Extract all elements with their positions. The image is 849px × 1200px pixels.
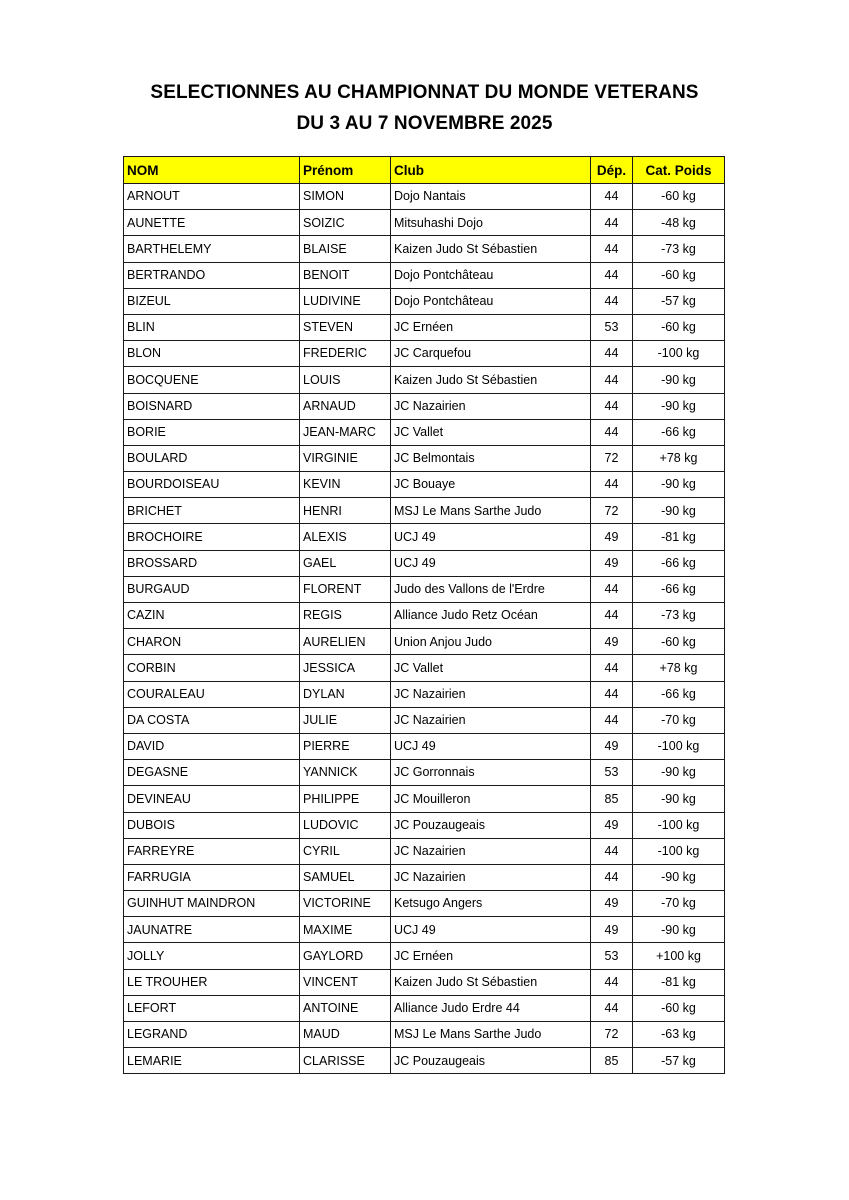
cell-nom: ARNOUT — [124, 184, 300, 210]
cell-nom: BLON — [124, 341, 300, 367]
table-row — [124, 812, 725, 838]
cell-club: JC Nazairien — [391, 681, 591, 707]
cell-departement: 49 — [591, 891, 633, 917]
cell-categorie-poids: +78 kg — [633, 655, 725, 681]
cell-club: JC Nazairien — [391, 393, 591, 419]
cell-departement: 44 — [591, 576, 633, 602]
cell-departement: 85 — [591, 786, 633, 812]
cell-prenom: KEVIN — [300, 472, 391, 498]
cell-departement: 44 — [591, 262, 633, 288]
cell-club: Alliance Judo Retz Océan — [391, 603, 591, 629]
cell-club: JC Nazairien — [391, 707, 591, 733]
cell-club: Union Anjou Judo — [391, 629, 591, 655]
cell-categorie-poids: -70 kg — [633, 707, 725, 733]
document-subtitle-dates: DU 3 AU 7 NOVEMBRE 2025 — [296, 113, 553, 134]
cell-club: MSJ Le Mans Sarthe Judo — [391, 498, 591, 524]
table-row — [124, 864, 725, 890]
cell-nom: FARREYRE — [124, 838, 300, 864]
cell-categorie-poids: -63 kg — [633, 1022, 725, 1048]
table-row — [124, 760, 725, 786]
cell-club: JC Ernéen — [391, 314, 591, 340]
table-row — [124, 733, 725, 759]
cell-prenom: CYRIL — [300, 838, 391, 864]
cell-nom: CHARON — [124, 629, 300, 655]
cell-prenom: FREDERIC — [300, 341, 391, 367]
cell-categorie-poids: -90 kg — [633, 472, 725, 498]
cell-club: Kaizen Judo St Sébastien — [391, 236, 591, 262]
cell-departement: 49 — [591, 917, 633, 943]
table-row — [124, 262, 725, 288]
cell-departement: 44 — [591, 288, 633, 314]
table-row — [124, 288, 725, 314]
cell-club: JC Pouzaugeais — [391, 1048, 591, 1074]
cell-prenom: SAMUEL — [300, 864, 391, 890]
cell-categorie-poids: -66 kg — [633, 550, 725, 576]
cell-prenom: YANNICK — [300, 760, 391, 786]
header-nom: NOM — [124, 157, 300, 184]
cell-categorie-poids: -73 kg — [633, 236, 725, 262]
cell-prenom: BENOIT — [300, 262, 391, 288]
cell-departement: 44 — [591, 681, 633, 707]
cell-departement: 44 — [591, 367, 633, 393]
table-row — [124, 341, 725, 367]
cell-nom: BOURDOISEAU — [124, 472, 300, 498]
table-row — [124, 655, 725, 681]
cell-categorie-poids: -81 kg — [633, 524, 725, 550]
cell-club: Dojo Pontchâteau — [391, 262, 591, 288]
cell-club: Ketsugo Angers — [391, 891, 591, 917]
cell-categorie-poids: -90 kg — [633, 786, 725, 812]
table-row — [124, 917, 725, 943]
cell-nom: CORBIN — [124, 655, 300, 681]
table-row — [124, 236, 725, 262]
header-club: Club — [391, 157, 591, 184]
cell-prenom: LUDOVIC — [300, 812, 391, 838]
cell-prenom: BLAISE — [300, 236, 391, 262]
cell-departement: 72 — [591, 1022, 633, 1048]
cell-club: JC Nazairien — [391, 864, 591, 890]
cell-categorie-poids: -90 kg — [633, 760, 725, 786]
cell-club: Dojo Nantais — [391, 184, 591, 210]
cell-nom: DUBOIS — [124, 812, 300, 838]
table-row — [124, 707, 725, 733]
cell-categorie-poids: -73 kg — [633, 603, 725, 629]
table-row — [124, 969, 725, 995]
cell-departement: 44 — [591, 341, 633, 367]
cell-club: MSJ Le Mans Sarthe Judo — [391, 1022, 591, 1048]
cell-departement: 44 — [591, 864, 633, 890]
cell-categorie-poids: -90 kg — [633, 393, 725, 419]
cell-departement: 44 — [591, 393, 633, 419]
cell-nom: AUNETTE — [124, 210, 300, 236]
cell-departement: 44 — [591, 210, 633, 236]
cell-nom: JOLLY — [124, 943, 300, 969]
cell-categorie-poids: -60 kg — [633, 995, 725, 1021]
cell-departement: 44 — [591, 995, 633, 1021]
cell-categorie-poids: -57 kg — [633, 1048, 725, 1074]
cell-prenom: STEVEN — [300, 314, 391, 340]
cell-departement: 53 — [591, 314, 633, 340]
cell-departement: 85 — [591, 1048, 633, 1074]
cell-categorie-poids: -100 kg — [633, 341, 725, 367]
cell-prenom: PIERRE — [300, 733, 391, 759]
cell-departement: 44 — [591, 603, 633, 629]
cell-categorie-poids: -60 kg — [633, 184, 725, 210]
cell-categorie-poids: -100 kg — [633, 812, 725, 838]
cell-prenom: SOIZIC — [300, 210, 391, 236]
cell-prenom: ANTOINE — [300, 995, 391, 1021]
cell-prenom: MAXIME — [300, 917, 391, 943]
table-row — [124, 1022, 725, 1048]
cell-departement: 49 — [591, 733, 633, 759]
cell-club: JC Pouzaugeais — [391, 812, 591, 838]
cell-club: Kaizen Judo St Sébastien — [391, 969, 591, 995]
cell-categorie-poids: -60 kg — [633, 629, 725, 655]
table-row — [124, 498, 725, 524]
cell-categorie-poids: -90 kg — [633, 864, 725, 890]
cell-nom: DAVID — [124, 733, 300, 759]
cell-club: Alliance Judo Erdre 44 — [391, 995, 591, 1021]
cell-nom: BROSSARD — [124, 550, 300, 576]
table-row — [124, 184, 725, 210]
cell-nom: LE TROUHER — [124, 969, 300, 995]
table-row — [124, 995, 725, 1021]
cell-club: JC Mouilleron — [391, 786, 591, 812]
table-row — [124, 681, 725, 707]
cell-club: JC Vallet — [391, 419, 591, 445]
cell-prenom: LOUIS — [300, 367, 391, 393]
cell-departement: 49 — [591, 812, 633, 838]
cell-departement: 72 — [591, 445, 633, 471]
cell-departement: 53 — [591, 943, 633, 969]
cell-prenom: MAUD — [300, 1022, 391, 1048]
table-row — [124, 314, 725, 340]
cell-nom: LEFORT — [124, 995, 300, 1021]
cell-departement: 44 — [591, 184, 633, 210]
table-row — [124, 524, 725, 550]
cell-nom: BOISNARD — [124, 393, 300, 419]
cell-club: JC Vallet — [391, 655, 591, 681]
cell-nom: COURALEAU — [124, 681, 300, 707]
cell-prenom: GAEL — [300, 550, 391, 576]
cell-nom: JAUNATRE — [124, 917, 300, 943]
cell-club: JC Gorronnais — [391, 760, 591, 786]
cell-nom: BROCHOIRE — [124, 524, 300, 550]
cell-categorie-poids: -70 kg — [633, 891, 725, 917]
cell-club: JC Carquefou — [391, 341, 591, 367]
cell-club: UCJ 49 — [391, 550, 591, 576]
cell-nom: BARTHELEMY — [124, 236, 300, 262]
cell-departement: 44 — [591, 838, 633, 864]
cell-prenom: ALEXIS — [300, 524, 391, 550]
cell-prenom: JEAN-MARC — [300, 419, 391, 445]
table-row — [124, 786, 725, 812]
cell-prenom: VIRGINIE — [300, 445, 391, 471]
cell-nom: BOULARD — [124, 445, 300, 471]
cell-departement: 44 — [591, 419, 633, 445]
cell-departement: 72 — [591, 498, 633, 524]
selection-table — [123, 156, 725, 1074]
cell-prenom: LUDIVINE — [300, 288, 391, 314]
cell-club: Mitsuhashi Dojo — [391, 210, 591, 236]
cell-departement: 49 — [591, 524, 633, 550]
cell-nom: BLIN — [124, 314, 300, 340]
table-row — [124, 393, 725, 419]
cell-departement: 49 — [591, 550, 633, 576]
cell-categorie-poids: -90 kg — [633, 498, 725, 524]
cell-prenom: GAYLORD — [300, 943, 391, 969]
cell-nom: GUINHUT MAINDRON — [124, 891, 300, 917]
cell-categorie-poids: -60 kg — [633, 314, 725, 340]
table-row — [124, 445, 725, 471]
cell-prenom: VICTORINE — [300, 891, 391, 917]
cell-departement: 44 — [591, 655, 633, 681]
cell-club: Dojo Pontchâteau — [391, 288, 591, 314]
cell-categorie-poids: -81 kg — [633, 969, 725, 995]
table-row — [124, 943, 725, 969]
table-row — [124, 472, 725, 498]
table-row — [124, 367, 725, 393]
cell-club: UCJ 49 — [391, 917, 591, 943]
cell-prenom: DYLAN — [300, 681, 391, 707]
cell-club: UCJ 49 — [391, 733, 591, 759]
cell-nom: BOCQUENE — [124, 367, 300, 393]
cell-nom: BIZEUL — [124, 288, 300, 314]
cell-nom: DA COSTA — [124, 707, 300, 733]
cell-categorie-poids: -90 kg — [633, 367, 725, 393]
table-header-row — [124, 157, 725, 184]
cell-departement: 44 — [591, 707, 633, 733]
table-row — [124, 838, 725, 864]
cell-categorie-poids: +100 kg — [633, 943, 725, 969]
cell-nom: DEVINEAU — [124, 786, 300, 812]
table-row — [124, 210, 725, 236]
table-row — [124, 576, 725, 602]
table-row — [124, 891, 725, 917]
cell-nom: BURGAUD — [124, 576, 300, 602]
cell-nom: LEMARIE — [124, 1048, 300, 1074]
cell-nom: DEGASNE — [124, 760, 300, 786]
cell-prenom: FLORENT — [300, 576, 391, 602]
cell-nom: FARRUGIA — [124, 864, 300, 890]
cell-departement: 44 — [591, 472, 633, 498]
header-prenom: Prénom — [300, 157, 391, 184]
cell-departement: 44 — [591, 236, 633, 262]
cell-club: Judo des Vallons de l'Erdre — [391, 576, 591, 602]
table-row — [124, 1048, 725, 1074]
cell-club: UCJ 49 — [391, 524, 591, 550]
cell-categorie-poids: -100 kg — [633, 733, 725, 759]
cell-prenom: ARNAUD — [300, 393, 391, 419]
cell-categorie-poids: -48 kg — [633, 210, 725, 236]
cell-categorie-poids: -100 kg — [633, 838, 725, 864]
cell-prenom: REGIS — [300, 603, 391, 629]
cell-prenom: JESSICA — [300, 655, 391, 681]
cell-club: JC Nazairien — [391, 838, 591, 864]
cell-prenom: PHILIPPE — [300, 786, 391, 812]
cell-categorie-poids: -57 kg — [633, 288, 725, 314]
cell-prenom: VINCENT — [300, 969, 391, 995]
document-title: SELECTIONNES AU CHAMPIONNAT DU MONDE VETERANS — [150, 82, 699, 103]
cell-club: Kaizen Judo St Sébastien — [391, 367, 591, 393]
cell-nom: BRICHET — [124, 498, 300, 524]
cell-categorie-poids: +78 kg — [633, 445, 725, 471]
cell-categorie-poids: -66 kg — [633, 681, 725, 707]
cell-nom: BERTRANDO — [124, 262, 300, 288]
cell-prenom: JULIE — [300, 707, 391, 733]
cell-club: JC Bouaye — [391, 472, 591, 498]
cell-departement: 49 — [591, 629, 633, 655]
cell-categorie-poids: -66 kg — [633, 419, 725, 445]
cell-categorie-poids: -66 kg — [633, 576, 725, 602]
header-categorie-poids: Cat. Poids — [633, 157, 725, 184]
cell-club: JC Ernéen — [391, 943, 591, 969]
cell-categorie-poids: -90 kg — [633, 917, 725, 943]
cell-nom: BORIE — [124, 419, 300, 445]
cell-categorie-poids: -60 kg — [633, 262, 725, 288]
cell-departement: 44 — [591, 969, 633, 995]
cell-nom: LEGRAND — [124, 1022, 300, 1048]
header-departement: Dép. — [591, 157, 633, 184]
cell-prenom: SIMON — [300, 184, 391, 210]
table-row — [124, 419, 725, 445]
cell-departement: 53 — [591, 760, 633, 786]
cell-prenom: AURELIEN — [300, 629, 391, 655]
table-row — [124, 629, 725, 655]
table-row — [124, 603, 725, 629]
cell-prenom: HENRI — [300, 498, 391, 524]
cell-club: JC Belmontais — [391, 445, 591, 471]
cell-nom: CAZIN — [124, 603, 300, 629]
cell-prenom: CLARISSE — [300, 1048, 391, 1074]
table-row — [124, 550, 725, 576]
